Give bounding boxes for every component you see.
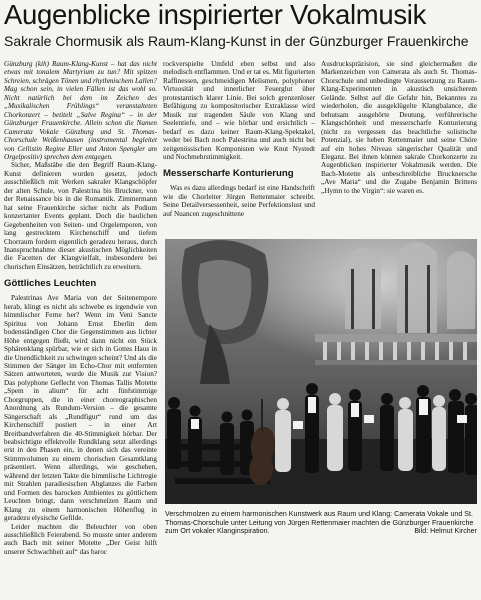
column-1 (4, 60, 157, 598)
section-heading-messerscharfe-konturierung: Messerscharfe Konturierung (163, 168, 294, 180)
section-2-paragraphs (163, 184, 315, 218)
choir-photo (165, 239, 477, 504)
paragraph: Leider machten die Beleuchter von oben ausschließlich Feierabend. So musste unter anderem auch Bach mit seiner Motette „Der Geist hilft unserer Schwachheit auf“ das baroc (4, 522, 157, 556)
caption-text: Verschmolzen zu einem harmonischen Kunstwerk aus Raum und Klang: Camerata Vokale und St. Thomas-Chorschule unter Leitung von Jürgen Rettenmaier machten die Günzburger Frauenkirche zum Ort vokaler Klanginspiration. (165, 510, 474, 536)
column-2 (163, 60, 315, 236)
column-3-paragraphs (321, 60, 477, 195)
photo-caption (165, 510, 477, 536)
paragraph: rockverspielte Umfeld eben selbst und also melodisch entflammen. Und er tat es. Mit figurierten Raffinessen, geschmeidigen Melismen, polyphoner Virtuosität und innerlicher Feuerglut über protestantisch klarer Linie. Bei solch grenzenloser Befähigung zu kompositorischer Extraklasse wird Musik zur tragenden Säule von Klang und Seelentiefe, und – wie hörbar und ersichtlich – bedarf es dazu keiner Raum-Klang-Spektakel, weder bei Bach noch Palestrina und auch nicht bei zeitgenössischen Komponisten wie Knut Nystedt und Nochmehrstimmigkeit. (163, 60, 315, 161)
column-3 (321, 60, 477, 236)
section-1-paragraphs (4, 294, 157, 556)
paragraph: Sicher, Maßstäbe die den Begriff Raum-Klang-Kunst definieren wurden gesetzt, jedoch ausschließlich mit Werken sakraler Klangschöpfer der alten Schule, von Palestrina bis Bruckner, von der Renaissance bis in die Romantik. Zimmermann hat seine Frauenkirche sicher nicht als Podium konzertanter Events geplant. Doch die baulichen Gegebenheiten von Seiten- und Orgelemporen, von lang gestrecktem Kirchenschiff und tiefem Chorraum fordern eigentlich geradezu heraus, durch Inanspruchnahme dieser akustischen Möglichkeiten die Facetten der Klangvielfalt, insbesondere bei chorischen Einsätzen, beträchtlich zu erweitern. (4, 161, 157, 271)
headline: Augenblicke inspirierter Vokalmusik (4, 0, 427, 30)
column-2-paragraphs (163, 60, 315, 161)
paragraph: Was es dazu allerdings bedarf ist eine Handschrift wie die Chorleiter Jürgen Rettenmaier schreibt. Seine Detailversessenheit, seine Perfektionslust und auf Nuancen zugeschnittene (163, 184, 315, 218)
section-heading-goettliches-leuchten: Göttliches Leuchten (4, 278, 97, 290)
subheadline: Sakrale Chormusik als Raum-Klang-Kunst in der Günzburger Frauenkirche (4, 33, 469, 49)
article-intro: Günzburg (kih) Raum-Klang-Kunst – hat das nicht etwas mit tonalem Martyrium zu tun? Mit spitzen Schreien, schrägen Tönen und rhythmischem Lallen? Mag schon sein, in vielen Fällen ist das wohl so. Nicht natürlich bei dem im Zeichen des „Musikalischen Frühlings“ veranstalteten Chorkonzert – betitelt „Salve Regina“ – in der Günzburger Frauenkirche. Allein schon die Namen Camerata Vokale Günzburg und St. Thomas-Chorschule Weißenhausen (instrumental begleitet von Cellistin Regine Eller und Anton Spengler am Orgelpositiv) sprechen dem entgegen. (4, 60, 157, 161)
column-1-paragraphs (4, 161, 157, 271)
photo-credit: Bild: Helmut Kircher (414, 527, 477, 536)
paragraph: Ausdruckspräzision, sie sind gleichermaßen die Markenzeichen von Camerata als auch St. Thomas-Chorschule und unbedingte Voraussetzung zu Raum-Klang-Experimenten in akustisch unsicherem Gelände. Selbst auf die Gefahr hin, Bekanntes zu wiederholen, die ausgeklügelte Klangbalance, die behutsam ausgehörte Deutung, verführerische Klangschönheit und messerscharfe Konturierung (nicht zu vergessen das beachtliche solistische Potenzial), sie heben Rettenmaier und seine Chöre auf ein hohes Niveau sängerischer Qualität und Eleganz. Bei ihnen können sakrale Chorkonzerte zu Augenblicken inspirierter Vokalmusik werden. Die Bach-Motette als unbeschreibliche Brucknersche „Ave Maria“ und die Zugabe Benjamin Brittens „Hymn to the Virgin“: sie waren es. (321, 60, 477, 195)
paragraph: Palestrinas Ave Maria von der Seitenempore herab, klingt es nicht als schwebe es irgendwie von himmlischer Ferne her? Wenn im Veni Sancte Spiritus von Johann Ernst Eberlin dem bodenständigen Chor die Gegenstimmen aus lichter Höhe entgegen fließt, wird dann nicht ein Stück Sphärenklang spürbar, wie er sich in Gottes Haus in die Unendlichkeit zu schwingen scheint? Und als die Stimmen der Sänger im Echo-Chor mit entfernten Sätzen antworteten, wurde die Musik zur Vision? Das polyphone Geflecht von Thomas Tallis Motette „Spem in alium“ für acht fünfstimmige Chorgruppen, die in einer choreographischen Anordnung als Rundum-Version – die gesamte Sängerschaft als „Rundfigur“ rund um das Kirchenschiff postiert – in einer Art Breitbandverfahren die 40-Stimmigkeit hörbar. Der beabsichtigte effektvolle Rundklang setzt allerdings erst in den Phasen ein, in denen sich das vereinte Stimmvolumen zu einem chorischen Gesamtklang präsentiert. Wenn allerdings, wie geschehen, während der letzten Takte die himmlische Lichtregie mit Strahlen paradiesischen Abglanzes die Farben und Formen des barocken Ambientes zu göttlichem Leuchten bringt, dann verschmelzen Raum und Klang zu einem harmonischen Höhenflug in geradezu elysische Gefilde. (4, 294, 157, 523)
